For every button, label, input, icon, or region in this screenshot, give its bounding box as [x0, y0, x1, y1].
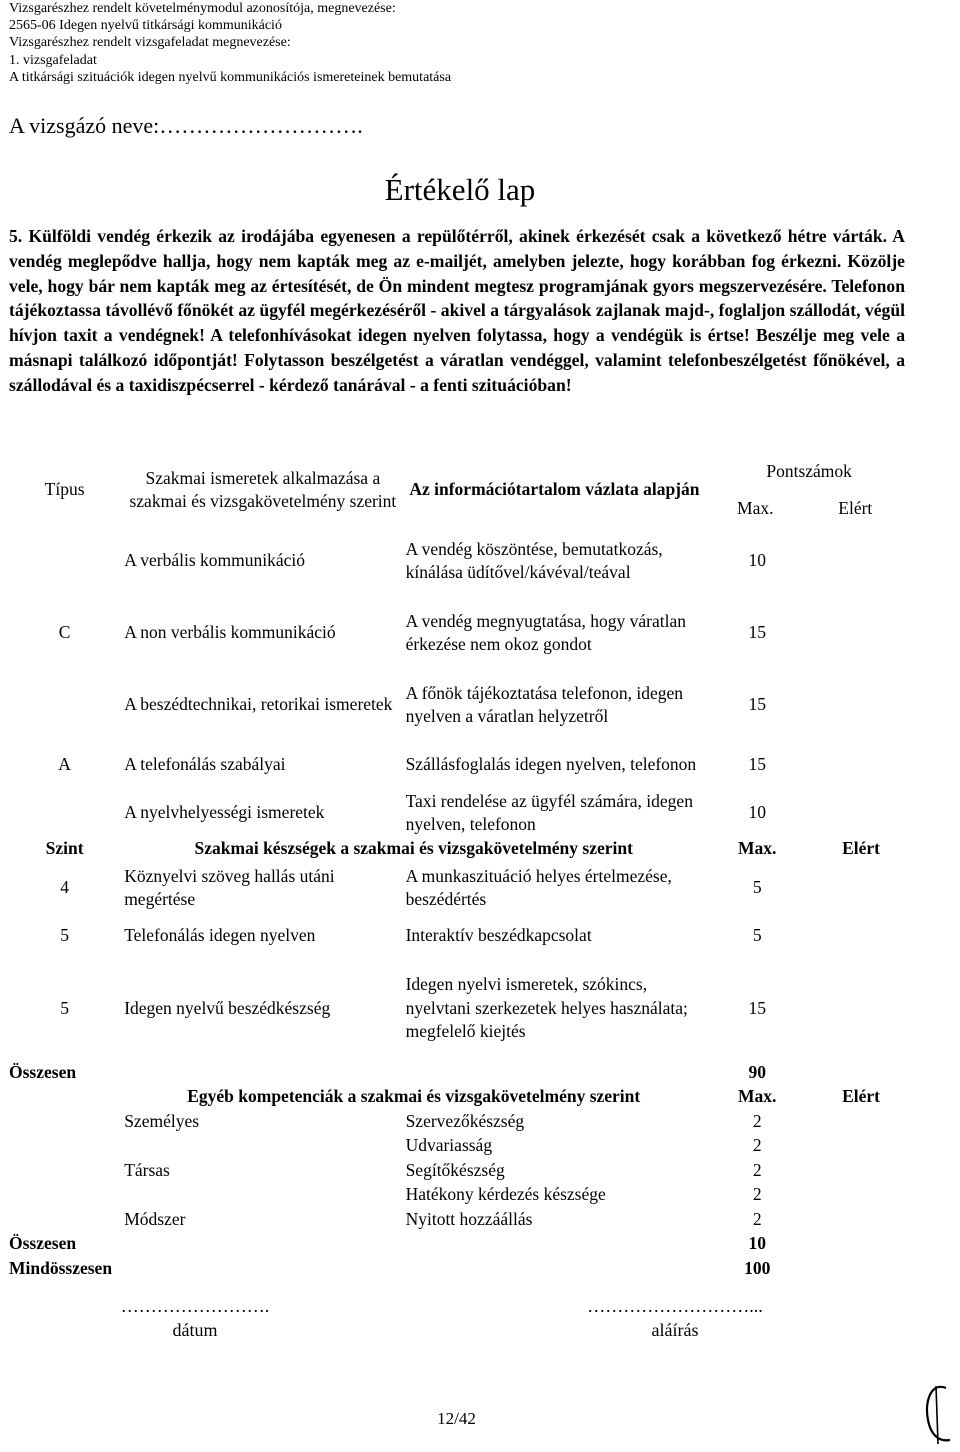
- max-cell: 2: [752, 1135, 762, 1155]
- document-header: [9, 0, 451, 86]
- subtotal-label: Összesen: [9, 1061, 77, 1082]
- date-signature-block: [90, 1294, 300, 1342]
- type-cell: [7, 669, 122, 741]
- achieved-cell: [809, 597, 913, 669]
- achieved-cell: [809, 1207, 913, 1232]
- date-dots: …………………….: [120, 1296, 270, 1316]
- grand-total-achieved: [809, 1256, 913, 1281]
- skill-cell: A non verbális kommunikáció: [124, 622, 336, 643]
- max-cell: 15: [748, 694, 766, 715]
- table-row: [7, 861, 913, 915]
- competency-group: Személyes: [124, 1110, 200, 1131]
- page-title: Értékelő lap: [384, 172, 536, 207]
- points-label: Pontszámok: [766, 460, 852, 481]
- info-cell: Taxi rendelése az ügyfél számára, idegen nyelven, telefonon: [405, 790, 693, 834]
- achieved-cell: [809, 1183, 913, 1208]
- header-line: A titkársági szituációk idegen nyelvű kommunikációs ismereteinek bemutatása: [9, 69, 452, 85]
- table-row: [7, 1109, 913, 1134]
- header-line: Vizsgarészhez rendelt vizsgafeladat megnevezése:: [9, 35, 291, 51]
- max-cell: 2: [752, 1184, 762, 1204]
- type-cell: [7, 789, 122, 837]
- signature-label: aláírás: [651, 1320, 699, 1340]
- achieved-label: Elért: [838, 498, 873, 518]
- level-header: Szint: [45, 838, 84, 859]
- info-cell: Interaktív beszédkapcsolat: [405, 925, 592, 946]
- table-row: [7, 1207, 913, 1232]
- achieved-cell: [809, 741, 913, 789]
- info-cell: A vendég köszöntése, bemutatkozás, kínálása üdítővel/kávéval/teával: [405, 538, 663, 582]
- col-points-header: [705, 455, 913, 525]
- table-row: [7, 669, 913, 741]
- subtotal-achieved: [809, 1232, 913, 1257]
- max-label: Max.: [738, 838, 777, 859]
- competency-group: [122, 1134, 403, 1159]
- competency-item: Udvariasság: [405, 1135, 493, 1155]
- col-info-header: Az információtartalom vázlata alapján: [409, 479, 700, 500]
- table-row: [7, 957, 913, 1060]
- info-cell: Szállásfoglalás idegen nyelven, telefonon: [405, 754, 697, 775]
- candidate-name-label: A vizsgázó neve:……………………….: [9, 113, 363, 138]
- competency-item: Hatékony kérdezés készsége: [405, 1184, 606, 1204]
- max-cell: 5: [752, 877, 762, 898]
- competency-group: Társas: [124, 1159, 170, 1180]
- subtotal-row: [7, 1060, 913, 1085]
- max-cell: 2: [752, 1208, 762, 1229]
- header-line: 1. vizsgafeladat: [9, 52, 97, 68]
- competency-group: [122, 1183, 403, 1208]
- grand-total-max: 100: [744, 1257, 771, 1278]
- subtotal-label: Összesen: [9, 1233, 77, 1253]
- achieved-cell: [809, 669, 913, 741]
- max-label: Max.: [738, 1086, 777, 1107]
- info-cell: A főnök tájékoztatása telefonon, idegen nyelven a váratlan helyzetről: [405, 682, 684, 726]
- achieved-label: Elért: [842, 1086, 881, 1107]
- skills-header-row: [7, 837, 913, 861]
- skill-cell: A verbális kommunikáció: [124, 550, 305, 571]
- achieved-cell: [809, 957, 913, 1060]
- skill-cell: A nyelvhelyességi ismeretek: [124, 802, 325, 823]
- type-cell: [7, 525, 122, 597]
- table-row: [7, 1183, 913, 1208]
- competency-item: Segítőkészség: [405, 1159, 505, 1180]
- achieved-cell: [809, 525, 913, 597]
- competencies-title: Egyéb kompetenciák a szakmai és vizsgakövetelmény szerint: [187, 1086, 641, 1107]
- competencies-header-row: [7, 1085, 913, 1109]
- signature-block: [540, 1294, 810, 1342]
- skill-cell: Telefonálás idegen nyelven: [124, 925, 316, 946]
- achieved-label: Elért: [842, 838, 881, 859]
- max-label: Max.: [737, 498, 774, 518]
- skill-cell: Idegen nyelvű beszédkészség: [124, 997, 331, 1018]
- table-row: [7, 1134, 913, 1159]
- level-cell: 5: [60, 997, 69, 1018]
- max-cell: 10: [748, 550, 766, 571]
- date-label: dátum: [172, 1320, 218, 1340]
- table-row: [7, 525, 913, 597]
- max-cell: 15: [748, 754, 766, 775]
- competency-item: Szervezőkészség: [405, 1110, 525, 1131]
- info-cell: Idegen nyelvi ismeretek, szókincs, nyelvtani szerkezetek helyes használata; megfelelő kiejtés: [405, 974, 688, 1042]
- info-cell: A vendég megnyugtatása, hogy váratlan érkezése nem okoz gondot: [405, 610, 686, 654]
- max-cell: 5: [752, 925, 762, 946]
- achieved-cell: [809, 915, 913, 957]
- max-cell: 2: [752, 1159, 762, 1180]
- max-cell: 10: [748, 802, 766, 823]
- table-row: [7, 1158, 913, 1183]
- type-cell: C: [58, 622, 71, 643]
- table-row: [7, 741, 913, 789]
- table-row: [7, 789, 913, 837]
- achieved-cell: [809, 1109, 913, 1134]
- task-description: [9, 224, 905, 398]
- col-knowledge-header: Szakmai ismeretek alkalmazása a szakmai és vizsgakövetelmény szerint: [129, 467, 397, 511]
- max-cell: 15: [748, 997, 766, 1018]
- header-line: Vizsgarészhez rendelt követelménymodul azonosítója, megnevezése:: [9, 1, 396, 16]
- subtotal-max: 10: [748, 1233, 766, 1253]
- table-header-row: [7, 455, 913, 525]
- max-cell: 2: [752, 1110, 762, 1131]
- candidate-name-line: [9, 113, 363, 139]
- table-row: [7, 915, 913, 957]
- subtotal-max: 90: [748, 1061, 766, 1082]
- type-cell: A: [58, 754, 71, 775]
- col-type-header: Típus: [44, 479, 85, 500]
- subtotal-achieved: [809, 1060, 913, 1085]
- skills-title: Szakmai készségek a szakmai és vizsgakövetelmény szerint: [194, 838, 633, 859]
- max-cell: 15: [748, 622, 766, 643]
- achieved-cell: [809, 789, 913, 837]
- info-cell: A munkaszituáció helyes értelmezése, beszédértés: [405, 865, 672, 909]
- subtotal-row: [7, 1232, 913, 1257]
- level-cell: 5: [60, 925, 69, 946]
- evaluation-table: [7, 455, 913, 1281]
- task-text: 5. Külföldi vendég érkezik az irodájába egyenesen a repülőtérről, akinek érkezését csak a következő hétre várták. A vendég meglepődve hallja, hogy nem kapták meg az e-mailjét, amelyben jelezte, hogy korábban fog érkezni. Közölje vele, hogy bár nem kapták meg az értesítését, de Ön mindent megtesz programjának gyors megszervezésére. Telefonon tájékoztassa távollévő főnökét az ügyfél megérkezéséről - akivel a tárgyalások zajlanak majd-, foglaljon szállodát, végül hívjon taxit a vendégnek! A telefonhívásokat idegen nyelven folytassa, hogy a vendégük is értse! Beszélje meg vele a másnapi találkozó időpontját! Folytasson beszélgetést a váratlan vendéggel, valamint telefonbeszélgetést főnökével, a szállodával és a taxidiszpécserrel - kérdező tanárával - a fenti szituációban!: [9, 226, 905, 395]
- skill-cell: A telefonálás szabályai: [124, 754, 286, 775]
- level-cell: 4: [60, 877, 69, 898]
- table-row: [7, 597, 913, 669]
- page-number: 12/42: [437, 1409, 476, 1428]
- handwriting-mark-icon: [918, 1380, 958, 1450]
- achieved-cell: [809, 861, 913, 915]
- skill-cell: Köznyelvi szöveg hallás utáni megértése: [124, 865, 335, 909]
- grand-total-row: [7, 1256, 913, 1281]
- header-line: 2565-06 Idegen nyelvű titkársági kommunikáció: [9, 18, 282, 34]
- grand-total-label: Mindösszesen: [9, 1257, 113, 1278]
- achieved-cell: [809, 1158, 913, 1183]
- achieved-cell: [809, 1134, 913, 1159]
- competency-item: Nyitott hozzáállás: [405, 1208, 533, 1229]
- competency-group: Módszer: [124, 1208, 186, 1229]
- skill-cell: A beszédtechnikai, retorikai ismeretek: [124, 694, 393, 715]
- signature-dots: ………………………...: [587, 1296, 763, 1316]
